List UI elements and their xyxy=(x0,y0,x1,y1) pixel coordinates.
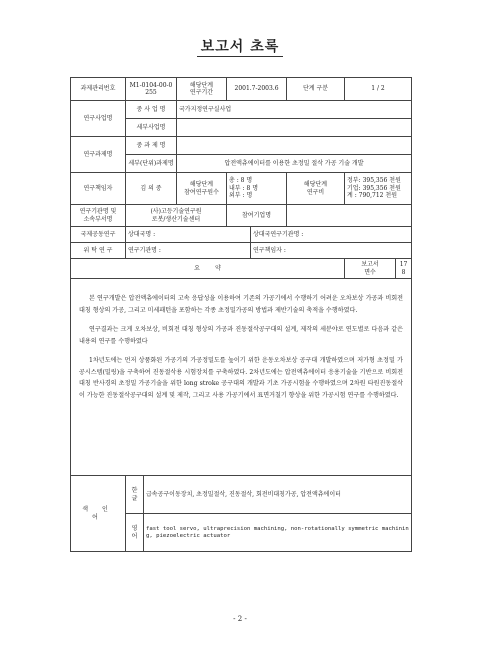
researcher-name: 김 의 중 xyxy=(126,173,177,205)
budget-values: 정부: 395,356 천원 기업: 395,356 천원 계 : 790,712 천원 xyxy=(345,173,412,205)
keywords-label: 색 인 어 xyxy=(71,476,126,552)
business-label: 연구사업명 xyxy=(71,101,126,137)
stage-value: 1 / 2 xyxy=(345,78,412,101)
stage-label: 단계 구분 xyxy=(287,78,345,101)
consign-org: 연구기관명 : xyxy=(126,243,251,259)
business-main-row xyxy=(71,101,412,119)
project-sub-value: 압전액츄에이터를 이용한 초정밀 절삭 가공 기술 개발 xyxy=(177,155,412,173)
project-main-label: 중 과 제 명 xyxy=(126,137,177,155)
keywords-korean-row xyxy=(71,476,412,514)
project-main-row xyxy=(71,137,412,155)
project-sub-label: 세부(단위)과제명 xyxy=(126,155,177,173)
consign-research-row xyxy=(71,243,412,259)
budget-label: 해당단계 연구비 xyxy=(287,173,345,205)
summary-paragraph: 1차년도에는 먼저 상품화된 가공기의 가공정밀도를 높이기 위한 운동오차보상 공구대 개발하였으며 저가형 초정밀 가공시스템(밀링)을 구축하여 진동절삭용 시험장치를 구축하였다. 2차년도에는 압전액츄에이터 응용기술을 기반으로 비회전대칭 반사경의 초정밀 가공기술을 위한 long stroke 공구대의 개발과 기초 가공시험을 수행하였으며 2차원 타원진동절삭이 가능한 진동절삭공구대의 설계 및 제작, 그리고 사용 가공기에서 표면거칠기 향상을 위한 가공시험 연구를 수행하였다. xyxy=(79,357,404,400)
summary-paragraph: 본 연구개발은 압전액츄에이터의 고속 응답성을 이용하여 기존의 가공기에서 수행하기 어려운 오차보상 가공과 비회전대칭 형상의 가공, 그리고 미세패턴을 포함하는 각종 초정밀가공의 방법과 제반기술의 축적을 수행하였다. xyxy=(79,295,404,314)
summary-body-row xyxy=(71,279,412,476)
keywords-korean-value: 급속공구이동장치, 초정밀절삭, 진동절삭, 회전비대칭가공, 압전액츄에이터 xyxy=(144,476,412,514)
business-sub-label: 세부사업명 xyxy=(126,119,177,137)
summary-heading: 요 약 xyxy=(71,259,345,279)
summary-body xyxy=(71,279,412,476)
company-label: 참여기업명 xyxy=(227,205,287,227)
business-main-value: 국가지정연구실사업 xyxy=(177,101,412,119)
page-number: - 2 - xyxy=(233,615,247,623)
keywords-english-label: 영 어 xyxy=(126,514,144,552)
period-label: 해당단계 연구기간 xyxy=(177,78,227,101)
business-sub-value xyxy=(177,119,412,137)
partner-org: 상대국연구기관명 : xyxy=(251,227,412,243)
consign-head: 연구책임자 : xyxy=(251,243,412,259)
keywords-english-value: fast tool servo, ultraprecision machining, non-rotationally symmetric machining, piezoelectric actuator xyxy=(144,514,412,552)
organization-label: 연구기관명 및 소속부서명 xyxy=(71,205,126,227)
partner-country: 상대국명 : xyxy=(126,227,251,243)
researcher-row xyxy=(71,173,412,205)
researcher-label: 연구책임자 xyxy=(71,173,126,205)
report-title: 보고서 초록 xyxy=(0,36,480,56)
project-id-label: 과제관리번호 xyxy=(71,78,126,101)
project-main-value xyxy=(177,137,412,155)
keywords-korean-label: 한 글 xyxy=(126,476,144,514)
organization-row xyxy=(71,205,412,227)
summary-header-row xyxy=(71,259,412,279)
staff-count-label: 해당단계 참여연구원수 xyxy=(177,173,227,205)
intl-research-row xyxy=(71,227,412,243)
page-count-label: 보고서 면수 xyxy=(345,259,396,279)
consign-research-label: 위 탁 연 구 xyxy=(71,243,126,259)
project-label: 연구과제명 xyxy=(71,137,126,173)
business-main-label: 중 사 업 명 xyxy=(126,101,177,119)
project-id-value: M1-0104-00-0255 xyxy=(126,78,177,101)
organization-value: (사)고등기술연구원 로봇/생산기술센터 xyxy=(126,205,227,227)
period-value: 2001.7-2003.6 xyxy=(227,78,287,101)
project-id-row xyxy=(71,78,412,101)
staff-counts: 총 : 8 명 내부 : 8 명 외부 : 명 xyxy=(227,173,287,205)
intl-research-label: 국제공동연구 xyxy=(71,227,126,243)
abstract-table xyxy=(70,77,412,552)
page-count-value: 178 xyxy=(396,259,412,279)
company-value xyxy=(287,205,412,227)
summary-paragraph: 연구결과는 크게 오차보상, 비회전 대칭 형상의 가공과 진동절삭공구대의 설계, 제작의 세분야로 연도별로 다음과 같은 내용의 연구를 수행하였다 xyxy=(79,326,404,345)
